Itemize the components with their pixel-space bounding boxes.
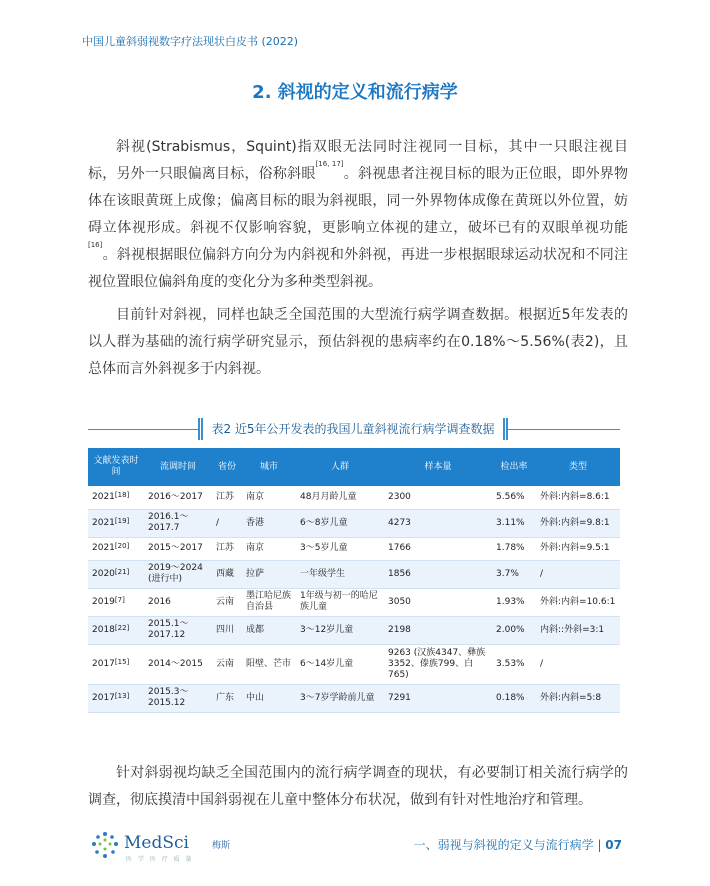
citation: [18] [114,490,130,499]
cell-rate: 2.00% [492,616,536,644]
cell-sample: 2300 [384,486,492,509]
logo-dots-icon [90,830,120,860]
cell-province: 江苏 [212,537,242,560]
cell-sample: 1856 [384,560,492,588]
cell-sample: 4273 [384,509,492,537]
cell-sample: 9263 (汉族4347、彝族3352、傣族799、白765) [384,644,492,684]
cell-province: 广东 [212,684,242,712]
strabismus-data-table [88,448,620,713]
citation: [16] [88,241,103,249]
citation: [15] [114,657,130,666]
col-header: 类型 [568,461,587,472]
cell-rate: 3.53% [492,644,536,684]
cell-type: 外斜:内斜=8.6:1 [536,486,620,509]
cell-type: 外斜:内斜=5:8 [536,684,620,712]
table-row [88,616,620,644]
cell-city: 中山 [242,684,296,712]
col-header: 人群 [330,461,349,472]
cell-type: / [536,560,620,588]
cell-year: 2018[22] [88,616,144,644]
cell-year: 2019[7] [88,588,144,616]
col-header: 样本量 [424,461,452,472]
cell-rate: 3.7% [492,560,536,588]
cell-city: 南京 [242,486,296,509]
cell-population: 48月月龄儿童 [296,486,384,509]
col-header: 文献发表时间 [93,456,139,477]
cell-province: 云南 [212,588,242,616]
cell-rate: 1.78% [492,537,536,560]
cell-population: 一年级学生 [296,560,384,588]
cell-population: 6～8岁儿童 [296,509,384,537]
cell-year: 2017[15] [88,644,144,684]
cell-province: 云南 [212,644,242,684]
cell-province: / [212,509,242,537]
cell-rate: 1.93% [492,588,536,616]
running-header: 中国儿童斜弱视数字疗法现状白皮书 (2022) [82,35,299,48]
cell-sample: 2198 [384,616,492,644]
cell-type: / [536,644,620,684]
section-title: 2. 斜视的定义和流行病学 [252,82,458,103]
cell-type: 外斜:内斜=10.6:1 [536,588,620,616]
citation: [16, 17] [315,160,344,168]
cell-population: 3～7岁学龄前儿童 [296,684,384,712]
cell-year: 2020[21] [88,560,144,588]
cell-province: 四川 [212,616,242,644]
paragraph-conclusion: 针对斜弱视均缺乏全国范围内的流行病学调查的现状，有必要制订相关流行病学的调查，彻底摸清中国斜弱视在儿童中整体分布状况，做到有针对性地治疗和管理。 [88,765,628,808]
cell-population: 1年级与初一的哈尼族儿童 [296,588,384,616]
col-header: 检出率 [500,461,528,472]
page-number: 07 [605,838,622,852]
cell-type: 外斜:内斜=9.8:1 [536,509,620,537]
cell-period: 2015～2017 [144,537,212,560]
table-row [88,486,620,509]
citation: [20] [114,542,130,550]
citation: [19] [114,516,130,525]
table-row [88,560,620,588]
cell-period: 2015.1～2017.12 [144,616,212,644]
cell-period: 2019～2024 (进行中) [144,560,212,588]
cell-period: 2016～2017 [144,486,212,509]
table-row [88,644,620,684]
cell-province: 西藏 [212,560,242,588]
col-header: 省份 [217,461,236,472]
paragraph-epidemiology: 目前针对斜视，同样也缺乏全国范围的大型流行病学调查数据。根据近5年发表的以人群为基础的流行病学研究显示，预估斜视的患病率约在0.18%～5.56%(表2)，且总体而言外斜视多于内斜视。 [88,307,628,377]
citation: [13] [114,691,130,700]
cell-city: 南京 [242,537,296,560]
cell-city: 香港 [242,509,296,537]
cell-city: 墨江哈尼族自治县 [242,588,296,616]
table-row [88,537,620,560]
page-footer: 一、弱视与斜视的定义与流行病学 | 07 [413,838,622,852]
cell-population: 3～12岁儿童 [296,616,384,644]
table-caption: 表2 近5年公开发表的我国儿童斜视流行病学调查数据 [198,418,508,440]
cell-period: 2015.3～2015.12 [144,684,212,712]
cell-type: 外斜:内斜=9.5:1 [536,537,620,560]
citation: [21] [114,567,130,576]
table-row [88,509,620,537]
citation: [22] [114,623,130,632]
cell-rate: 5.56% [492,486,536,509]
table-header-row [88,448,620,486]
cell-city: 成都 [242,616,296,644]
logo-wordmark: MedSci [124,833,189,853]
table-row [88,684,620,712]
logo-tagline: 医 学 医 疗 质 量 [126,856,194,863]
cell-rate: 3.11% [492,509,536,537]
cell-period: 2016.1～2017.7 [144,509,212,537]
table-row [88,588,620,616]
citation: [7] [114,595,125,604]
cell-city: 拉萨 [242,560,296,588]
paragraph-definition: 斜视(Strabismus，Squint)指双眼无法同时注视同一目标，其中一只眼注视目标，另外一只眼偏离目标，俗称斜眼[16, 17]。斜视患者注视目标的眼为正位眼，即外界物体在该眼黄斑上成像；偏离目标的眼为斜视眼，同一外界物体成像在黄斑以外位置，妨碍立体视形成。斜视不仅影响容貌，更影响立体视的建立，破坏已有的双眼单视功能[16]。斜视根据眼位偏斜方向分为内斜视和外斜视，再进一步根据眼球运动状况和不同注视位置眼位偏斜角度的变化分为多种类型斜视。 [88,139,628,290]
cell-population: 3～5岁儿童 [296,537,384,560]
cell-sample: 3050 [384,588,492,616]
col-header: 城市 [259,461,278,472]
cell-year: 2017[13] [88,684,144,712]
cell-type: 内斜::外斜=3:1 [536,616,620,644]
cell-year: 2021[18] [88,486,144,509]
cell-period: 2016 [144,588,212,616]
table-caption-bar [88,418,620,440]
cell-year: 2021[20] [88,537,144,560]
cell-period: 2014～2015 [144,644,212,684]
cell-city: 阳壁、芒市 [242,644,296,684]
cell-province: 江苏 [212,486,242,509]
cell-year: 2021[19] [88,509,144,537]
col-header: 流调时间 [159,461,196,472]
chapter-title: 一、弱视与斜视的定义与流行病学 [413,838,594,852]
cell-rate: 0.18% [492,684,536,712]
medsci-logo [90,830,290,863]
logo-chinese: 梅斯 [212,841,231,851]
cell-population: 6～14岁儿童 [296,644,384,684]
cell-sample: 7291 [384,684,492,712]
cell-sample: 1766 [384,537,492,560]
